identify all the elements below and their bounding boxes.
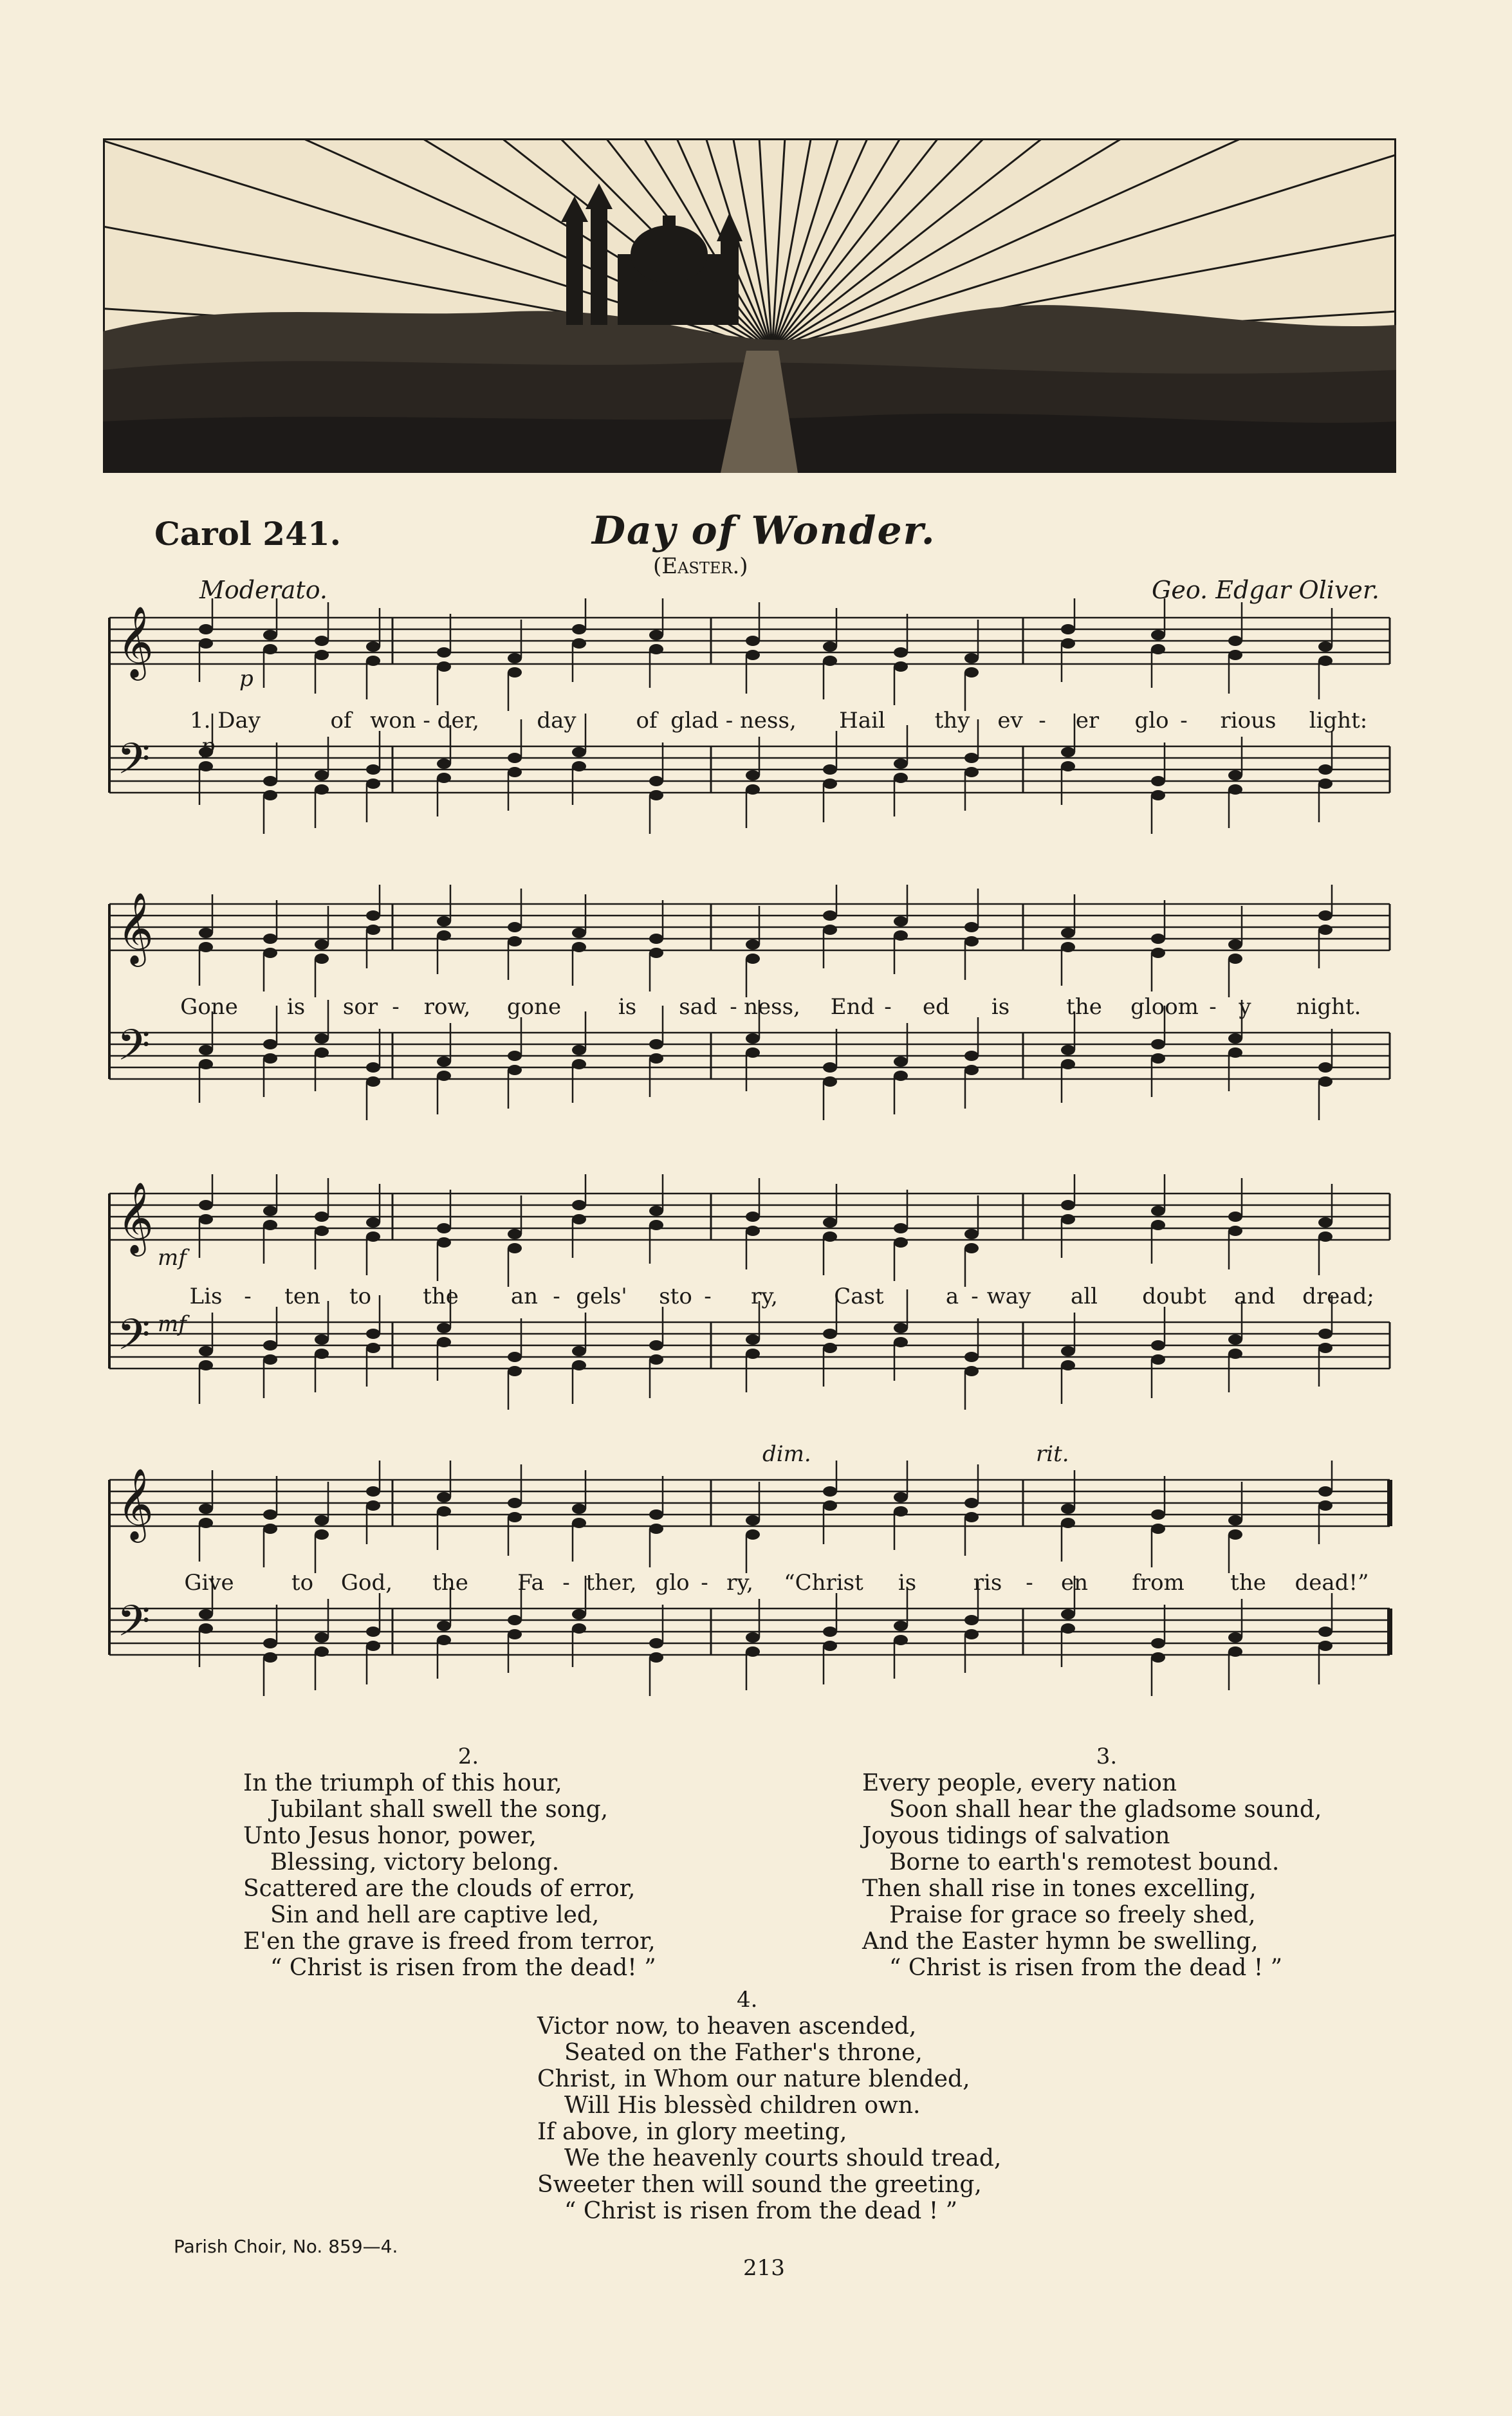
lyric-syllable: - (730, 994, 737, 1020)
lyric-syllable: - (1026, 1570, 1033, 1596)
verse-number: 2. (457, 1744, 479, 1769)
verse-4 (537, 1987, 1052, 2224)
verse-line: If above, in glory meeting, (537, 2119, 847, 2145)
rit-marking: rit. (1036, 1441, 1069, 1467)
lyric-syllable: God, (340, 1570, 393, 1596)
lyric-syllable: of (330, 708, 352, 733)
lyric-syllable: way (986, 1284, 1031, 1309)
lyric-syllable: sto (659, 1284, 692, 1309)
tempo-marking: Moderato. (199, 576, 327, 604)
lyric-syllable: Cast (834, 1284, 884, 1309)
lyric-syllable: End (830, 994, 875, 1020)
svg-text:𝄞: 𝄞 (117, 1181, 154, 1253)
verse-line: Scattered are the clouds of error, (243, 1876, 636, 1902)
lyric-syllable: won - der, (370, 708, 479, 733)
lyric-syllable: thy (934, 708, 970, 733)
lyric-syllable: - (1209, 994, 1217, 1020)
verse-line: Praise for grace so freely shed, (889, 1902, 1256, 1928)
dynamic-p-treble: p (239, 666, 254, 692)
svg-text:𝄢: 𝄢 (117, 1596, 151, 1656)
lyric-syllable: from (1132, 1570, 1185, 1596)
lyric-syllable: - (562, 1570, 570, 1596)
lyric-syllable: - (392, 994, 400, 1020)
verse-line: Sweeter then will sound the greeting, (537, 2172, 982, 2198)
verse-line: Sin and hell are captive led, (270, 1902, 600, 1928)
lyric-syllable: glo (1134, 708, 1169, 733)
lyric-syllable: sor (342, 994, 378, 1020)
lyric-syllable: - (704, 1284, 712, 1309)
lyric-syllable: ev (997, 708, 1023, 733)
lyric-syllable: of (636, 708, 658, 733)
lyric-syllable: er (1075, 708, 1100, 733)
lyric-syllable: ry, (726, 1570, 753, 1596)
lyric-syllable: to (349, 1284, 372, 1309)
lyric-line-2 (103, 994, 1396, 1024)
svg-text:𝄞: 𝄞 (117, 605, 154, 678)
verse-line: “ Christ is risen from the dead ! ” (564, 2198, 958, 2224)
svg-text:𝄢: 𝄢 (117, 1020, 151, 1080)
lyric-syllable: sad (679, 994, 717, 1020)
verse-line: We the heavenly courts should tread, (564, 2145, 1002, 2172)
lyric-syllable: is (898, 1570, 917, 1596)
lyric-syllable: all (1070, 1284, 1098, 1309)
svg-text:𝄞: 𝄞 (117, 1468, 154, 1540)
svg-text:𝄢: 𝄢 (117, 1310, 151, 1370)
lyric-syllable: the (1230, 1570, 1266, 1596)
verse-3 (862, 1744, 1351, 1981)
carol-number: Carol 241. (154, 515, 342, 553)
sunrise-engraving (103, 138, 1396, 473)
lyric-syllable: y (1239, 994, 1251, 1020)
verse-number: 3. (1096, 1744, 1118, 1769)
lyric-syllable: ther, (585, 1570, 637, 1596)
verse-line: Will His blessèd children own. (564, 2092, 921, 2119)
lyric-syllable: a (945, 1284, 959, 1309)
verse-2 (243, 1744, 694, 1981)
page-number: 213 (743, 2255, 785, 2281)
lyric-syllable: ed (923, 994, 950, 1020)
lyric-syllable: dead!” (1295, 1570, 1369, 1596)
lyric-syllable: - (884, 994, 892, 1020)
verse-line: Seated on the Father's throne, (564, 2040, 923, 2066)
verse-line: Blessing, victory belong. (270, 1849, 560, 1876)
verse-line: Christ, in Whom our nature blended, (537, 2066, 970, 2092)
lyric-syllable: - (971, 1284, 979, 1309)
lyric-syllable: rious (1220, 708, 1277, 733)
lyric-syllable: gels' (576, 1284, 627, 1309)
lyric-line-3 (103, 1284, 1396, 1313)
verse-line: Soon shall hear the gladsome sound, (889, 1796, 1322, 1823)
lyric-syllable: light: (1309, 708, 1368, 733)
verse-line: Joyous tidings of salvation (862, 1823, 1170, 1849)
dynamic-p-bass: p (201, 733, 215, 759)
lyric-syllable: - (1180, 708, 1188, 733)
lyric-syllable: - (701, 1570, 708, 1596)
lyric-syllable: an (510, 1284, 539, 1309)
lyric-syllable: - (553, 1284, 560, 1309)
lyric-syllable: doubt (1142, 1284, 1206, 1309)
verse-line: E'en the grave is freed from terror, (243, 1928, 656, 1955)
lyric-syllable: Gone (180, 994, 238, 1020)
verse-line: Every people, every nation (862, 1770, 1177, 1796)
lyric-syllable: ry, (751, 1284, 778, 1309)
lyric-syllable: ness, (744, 994, 800, 1020)
source-reference: Parish Choir, No. 859—4. (174, 2236, 398, 2257)
lyric-syllable: row, (423, 994, 471, 1020)
hymn-occasion: (Easter.) (653, 553, 748, 579)
dim-marking: dim. (762, 1441, 811, 1467)
lyric-syllable: ten (284, 1284, 320, 1309)
lyric-syllable: “Christ (784, 1570, 863, 1596)
verse-line: Jubilant shall swell the song, (270, 1796, 609, 1823)
lyric-syllable: glo (655, 1570, 690, 1596)
lyric-syllable: Hail (839, 708, 885, 733)
verse-line: “ Christ is risen from the dead ! ” (889, 1955, 1283, 1981)
lyric-syllable: - (1038, 708, 1046, 733)
lyric-syllable: Fa (517, 1570, 544, 1596)
lyric-syllable: and (1234, 1284, 1275, 1309)
lyric-syllable: the (1066, 994, 1102, 1020)
lyric-syllable: day (537, 708, 576, 733)
lyric-syllable: to (291, 1570, 314, 1596)
lyric-syllable: Give (184, 1570, 234, 1596)
lyric-syllable: is (286, 994, 306, 1020)
lyric-line-1 (103, 708, 1396, 737)
verse-line: In the triumph of this hour, (243, 1770, 562, 1796)
lyric-syllable: gloom (1130, 994, 1199, 1020)
verse-line: Borne to earth's remotest bound. (889, 1849, 1280, 1876)
lyric-syllable: ris (973, 1570, 1002, 1596)
svg-text:𝄢: 𝄢 (117, 734, 151, 794)
lyric-syllable: the (432, 1570, 468, 1596)
svg-text:𝄞: 𝄞 (117, 892, 154, 964)
lyric-syllable: is (991, 994, 1010, 1020)
hymn-title: Day of Wonder. (592, 508, 936, 553)
verse-line: Unto Jesus honor, power, (243, 1823, 537, 1849)
lyric-syllable: gone (506, 994, 562, 1020)
verse-line: “ Christ is risen from the dead! ” (270, 1955, 656, 1981)
lyric-syllable: 1. Day (190, 708, 261, 733)
verse-number: 4. (737, 1987, 758, 2013)
verse-line: Victor now, to heaven ascended, (537, 2013, 917, 2040)
lyric-syllable: - (244, 1284, 252, 1309)
dynamic-mf-bass: mf (158, 1311, 187, 1337)
lyric-syllable: is (618, 994, 637, 1020)
lyric-syllable: the (423, 1284, 459, 1309)
lyric-syllable: night. (1296, 994, 1361, 1020)
lyric-syllable: Lis (189, 1284, 223, 1309)
lyric-syllable: en (1060, 1570, 1089, 1596)
composer-credit: Geo. Edgar Oliver. (1152, 576, 1379, 604)
lyric-syllable: glad - ness, (670, 708, 797, 733)
verse-line: And the Easter hymn be swelling, (862, 1928, 1258, 1955)
dynamic-mf-treble: mf (158, 1245, 187, 1271)
verse-line: Then shall rise in tones excelling, (862, 1876, 1257, 1902)
lyric-line-4 (103, 1570, 1396, 1600)
lyric-syllable: dread; (1302, 1284, 1374, 1309)
